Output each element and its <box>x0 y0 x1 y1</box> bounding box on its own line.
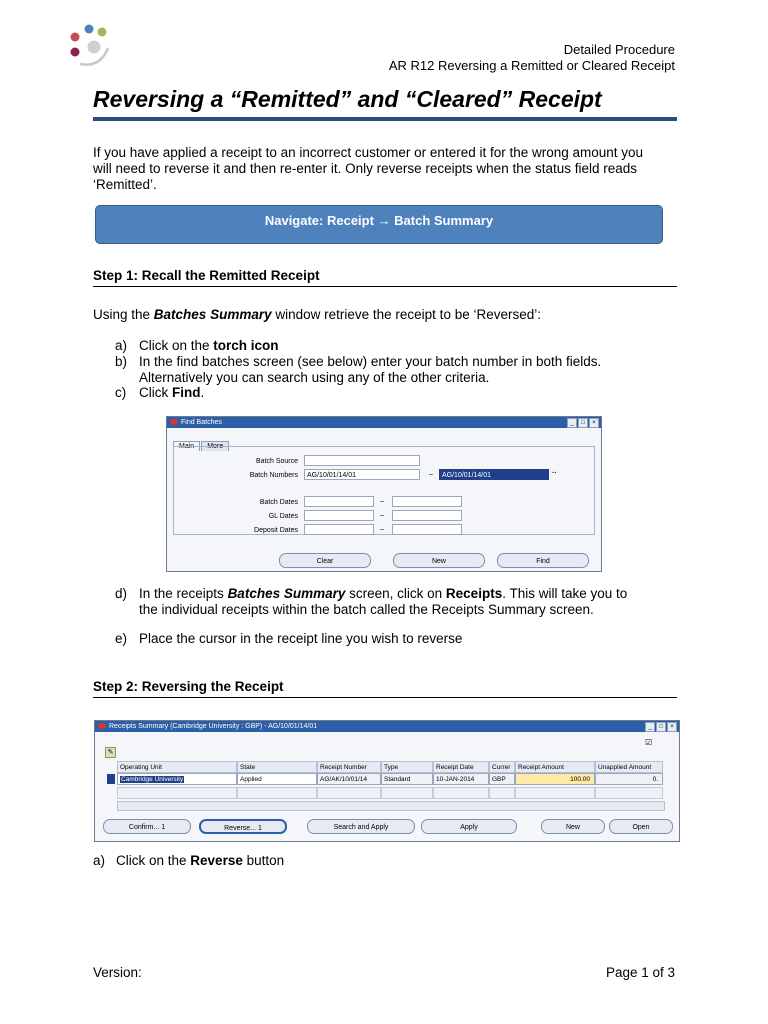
label-batch-source: Batch Source <box>255 458 298 465</box>
step2-text-a-pre: Click on the <box>116 853 191 868</box>
step1-paragraph <box>93 307 541 323</box>
column-header: Receipt Date <box>433 761 489 773</box>
list-text-c: Click <box>139 385 172 400</box>
step1-rule <box>93 286 677 287</box>
footer-version: Version: <box>93 965 142 980</box>
column-header: Receipt Amount <box>515 761 595 773</box>
list-text-b1: In the find batches screen (see below) enter your batch number in both fields. <box>139 354 602 369</box>
find-button[interactable]: Find <box>497 553 589 568</box>
clear-button[interactable]: Clear <box>279 553 371 568</box>
logo-dot-maroon <box>71 48 80 57</box>
step2-marker-a: a) <box>93 853 106 868</box>
header-doc-title: AR R12 Reversing a Remitted or Cleared Receipt <box>388 58 675 73</box>
minimize-icon[interactable]: _ <box>645 722 655 732</box>
list-text-d2: the individual receipts within the batch called the Receipts Summary screen. <box>139 601 594 617</box>
step2-heading: Step 2: Reversing the Receipt <box>93 679 284 694</box>
list-item-a <box>115 338 675 354</box>
deposit-date-from-input[interactable] <box>304 524 374 535</box>
find-batches-window <box>166 416 602 572</box>
search-and-apply-button[interactable]: Search and Apply <box>307 819 415 834</box>
batch-date-to-input[interactable] <box>392 496 462 507</box>
new-button[interactable]: New <box>393 553 485 568</box>
new-button[interactable]: New <box>541 819 605 834</box>
list-item-e <box>115 631 675 647</box>
checkbox-icon[interactable]: ☑ <box>645 738 653 747</box>
find-batches-title: Find Batches <box>181 419 222 426</box>
open-button[interactable]: Open <box>609 819 673 834</box>
find-batches-panel <box>173 446 595 535</box>
close-icon[interactable]: × <box>667 722 677 732</box>
column-header: Operating Unit <box>117 761 237 773</box>
empty-cell[interactable] <box>433 787 489 799</box>
empty-cell[interactable] <box>117 787 237 799</box>
empty-cell[interactable] <box>595 787 663 799</box>
table-cell[interactable]: 100.00 <box>515 773 595 785</box>
list-text-d-pre: In the receipts <box>139 586 228 601</box>
confirm-button[interactable]: Confirm... 1 <box>103 819 191 834</box>
list-bold-c: Find <box>172 385 201 400</box>
column-header: Type <box>381 761 433 773</box>
list-text-e: Place the cursor in the receipt line you wish to reverse <box>139 631 463 646</box>
list-text-a: Click on the <box>139 338 214 353</box>
logo-dot-green <box>98 28 107 37</box>
maximize-icon[interactable]: □ <box>656 722 666 732</box>
intro-paragraph <box>93 145 683 193</box>
range-dash: – <box>380 526 384 533</box>
logo-dot-red <box>71 33 80 42</box>
find-batches-titlebar <box>167 417 601 428</box>
empty-cell[interactable] <box>237 787 317 799</box>
intro-line-1: If you have applied a receipt to an incorrect customer or entered it for the wrong amount you <box>93 145 644 160</box>
list-bold-d2: Receipts <box>445 586 503 601</box>
step2-rule <box>93 697 677 698</box>
empty-cell[interactable] <box>489 787 515 799</box>
batch-number-from-input[interactable]: AG/10/01/14/01 <box>304 469 420 480</box>
reverse-button[interactable]: Reverse... 1 <box>199 819 287 834</box>
tab-main[interactable]: Main <box>173 441 200 451</box>
list-text-d-post: . This will take you to <box>502 586 628 601</box>
footer-page-number: Page 1 of 3 <box>605 965 675 980</box>
list-bold-d1: Batches Summary <box>227 586 346 601</box>
table-cell[interactable]: GBP <box>489 773 515 785</box>
table-cell[interactable]: Applied <box>237 773 317 785</box>
step2-text-a-post: button <box>242 853 285 868</box>
title-underline <box>93 117 677 121</box>
step1-para-bold: Batches Summary <box>153 307 272 322</box>
gl-date-from-input[interactable] <box>304 510 374 521</box>
column-header: Unapplied Amount <box>595 761 663 773</box>
close-icon[interactable]: × <box>589 418 599 428</box>
folder-icon[interactable]: ✎ <box>105 747 116 758</box>
list-marker-b: b) <box>115 354 128 369</box>
table-cell[interactable] <box>117 773 237 785</box>
batch-number-to-input[interactable]: AG/10/01/14/01 <box>439 469 549 480</box>
apply-button[interactable]: Apply <box>421 819 517 834</box>
table-cell[interactable]: 0. <box>595 773 663 785</box>
maximize-icon[interactable]: □ <box>578 418 588 428</box>
horizontal-scrollbar[interactable] <box>117 801 665 811</box>
label-batch-dates: Batch Dates <box>259 499 298 506</box>
step1-para-pre: Using the <box>93 307 154 322</box>
column-header: State <box>237 761 317 773</box>
row-selector[interactable] <box>107 774 115 784</box>
table-cell[interactable]: AG/AK/10/01/14 <box>317 773 381 785</box>
gl-date-to-input[interactable] <box>392 510 462 521</box>
step2-bold-a: Reverse <box>190 853 243 868</box>
page-title: Reversing a “Remitted” and “Cleared” Receipt <box>93 86 602 112</box>
intro-line-3: ‘Remitted’. <box>93 177 157 192</box>
receipts-summary-window <box>94 720 680 842</box>
range-dash: – <box>429 471 433 478</box>
label-gl-dates: GL Dates <box>268 513 298 520</box>
operating-unit-value: Cambridge University <box>121 776 184 783</box>
list-post-c: . <box>200 385 205 400</box>
empty-cell[interactable] <box>381 787 433 799</box>
step2-item-a <box>93 853 653 869</box>
list-text-b2: Alternatively you can search using any of the other criteria. <box>139 369 490 385</box>
intro-line-2: will need to reverse it and then re-enter it. Only reverse receipts when the status field reads <box>93 161 638 176</box>
label-deposit-dates: Deposit Dates <box>254 527 298 534</box>
deposit-date-to-input[interactable] <box>392 524 462 535</box>
list-of-values-icon[interactable]: ·· <box>552 470 557 477</box>
list-marker-c: c) <box>115 385 127 400</box>
step1-para-post: window retrieve the receipt to be ‘Reversed’: <box>271 307 541 322</box>
list-marker-a: a) <box>115 338 128 353</box>
receipts-summary-title: Receipts Summary (Cambridge University : GBP) - AG/10/01/14/01 <box>109 723 318 730</box>
batch-source-input[interactable] <box>304 455 420 466</box>
range-dash: – <box>380 498 384 505</box>
minimize-icon[interactable]: _ <box>567 418 577 428</box>
list-item-b <box>115 354 675 385</box>
header-doc-type: Detailed Procedure <box>563 42 675 57</box>
list-marker-e: e) <box>115 631 128 646</box>
empty-cell[interactable] <box>317 787 381 799</box>
oracle-icon <box>98 723 106 729</box>
university-logo <box>64 22 116 72</box>
label-batch-numbers: Batch Numbers <box>249 472 298 479</box>
table-cell[interactable]: 10-JAN-2014 <box>433 773 489 785</box>
column-header: Receipt Number <box>317 761 381 773</box>
logo-dot-blue <box>85 25 94 34</box>
list-item-c <box>115 385 675 401</box>
tab-more[interactable]: More <box>201 441 229 451</box>
list-marker-d: d) <box>115 586 128 601</box>
oracle-icon <box>170 419 178 425</box>
list-bold-a: torch icon <box>213 338 279 353</box>
receipts-summary-titlebar <box>95 721 679 732</box>
column-header: Currer <box>489 761 515 773</box>
logo-dot-grey <box>88 41 101 54</box>
range-dash: – <box>380 512 384 519</box>
step1-heading: Step 1: Recall the Remitted Receipt <box>93 268 320 283</box>
table-cell[interactable]: Standard <box>381 773 433 785</box>
navigate-box: Navigate: Receipt → Batch Summary <box>95 205 663 244</box>
batch-date-from-input[interactable] <box>304 496 374 507</box>
list-text-d-mid: screen, click on <box>345 586 446 601</box>
empty-cell[interactable] <box>515 787 595 799</box>
list-item-d <box>115 586 695 617</box>
